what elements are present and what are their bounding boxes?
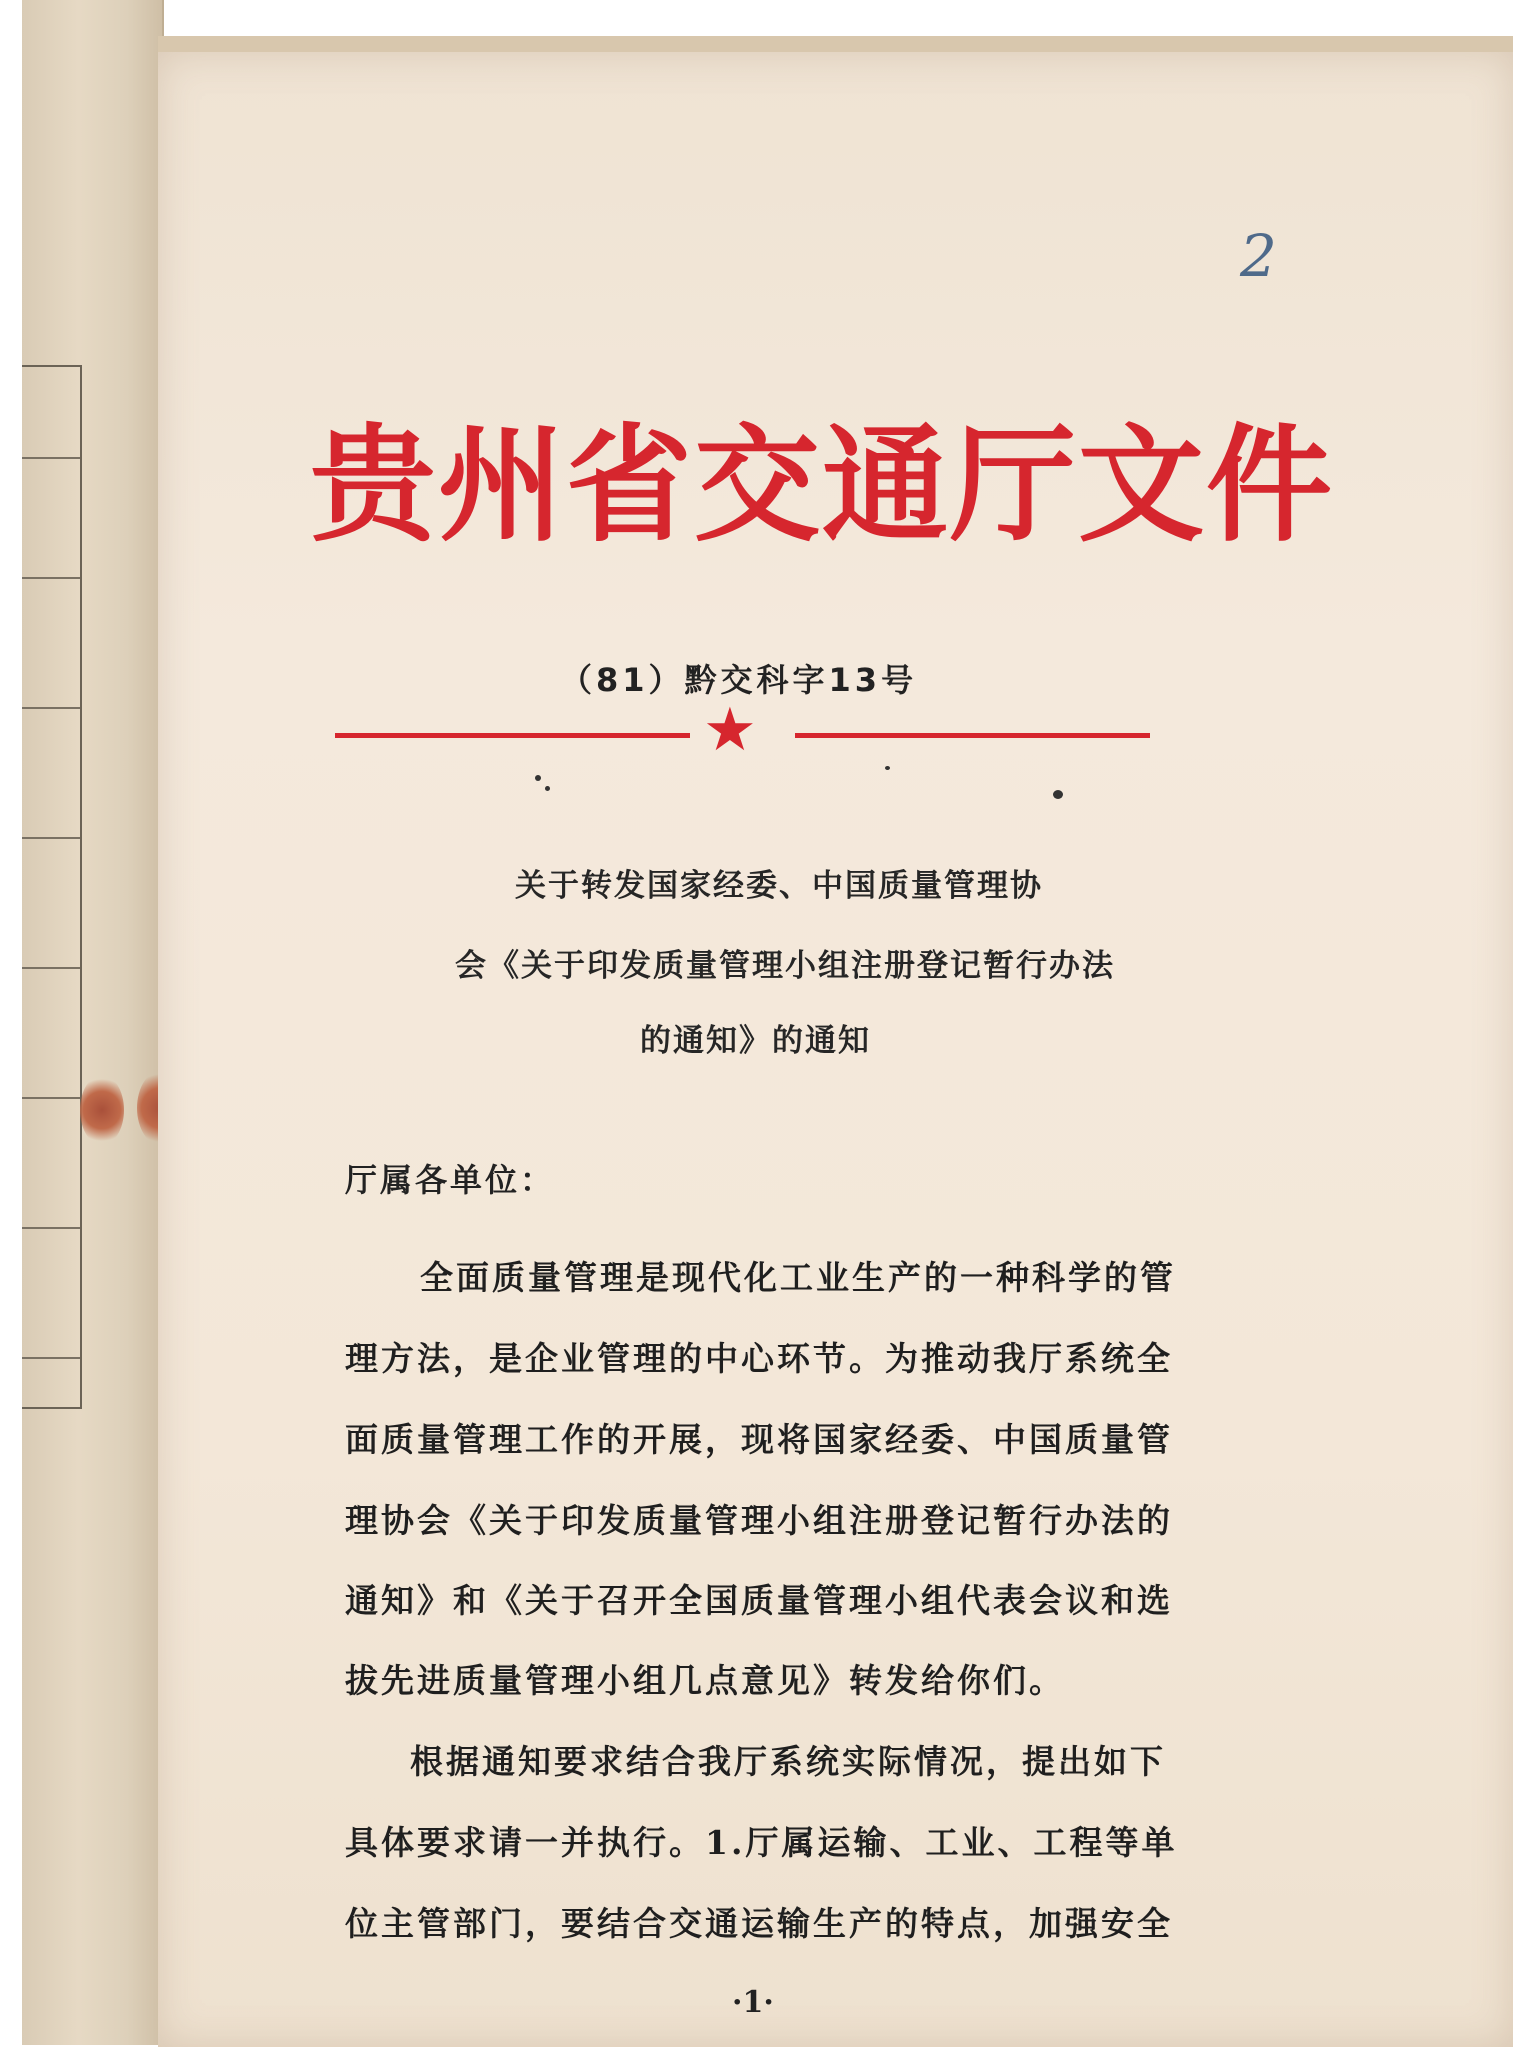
right-red-rule [795, 733, 1150, 738]
table-rule [22, 1097, 80, 1099]
body-line-8: 具体要求请一并执行。1.厅属运输、工业、工程等单 [345, 1823, 1178, 1862]
body-line-2: 理方法，是企业管理的中心环节。为推动我厅系统全 [345, 1339, 1173, 1378]
binding-edge [22, 0, 164, 2045]
table-rule [22, 1357, 80, 1359]
ink-speck [545, 786, 550, 791]
body-line-6: 拔先进质量管理小组几点意见》转发给你们。 [345, 1661, 1065, 1700]
table-rule [22, 837, 80, 839]
left-red-rule [335, 733, 690, 738]
salutation: 厅属各单位： [345, 1161, 556, 1199]
ink-speck [885, 766, 890, 770]
table-rule [22, 967, 80, 969]
ink-speck [1053, 790, 1063, 799]
previous-page-table-edge [22, 365, 82, 1409]
handwritten-annotation: 2 [1240, 222, 1277, 290]
subject-line-3: 的通知》的通知 [640, 1023, 871, 1059]
star-icon: ★ [703, 695, 757, 765]
table-rule [22, 1227, 80, 1229]
subject-line-2: 会《关于印发质量管理小组注册登记暂行办法 [455, 948, 1115, 984]
page-number: ·1· [732, 1985, 774, 2020]
body-line-7: 根据通知要求结合我厅系统实际情况，提出如下 [410, 1742, 1166, 1781]
body-line-9: 位主管部门，要结合交通运输生产的特点，加强安全 [345, 1904, 1173, 1943]
body-line-3: 面质量管理工作的开展，现将国家经委、中国质量管 [345, 1420, 1173, 1459]
document-masthead: 贵州省交通厅文件 [310, 412, 1334, 559]
body-line-4: 理协会《关于印发质量管理小组注册登记暂行办法的 [345, 1501, 1173, 1540]
body-line-1: 全面质量管理是现代化工业生产的一种科学的管 [420, 1258, 1176, 1297]
table-rule [22, 577, 80, 579]
document-number: （81）黔交科字13号 [560, 661, 918, 699]
rust-stain [80, 1075, 124, 1145]
table-rule [22, 457, 80, 459]
ink-speck [535, 775, 541, 781]
table-rule [22, 707, 80, 709]
subject-line-1: 关于转发国家经委、中国质量管理协 [515, 868, 1043, 904]
body-line-5: 通知》和《关于召开全国质量管理小组代表会议和选 [345, 1581, 1173, 1620]
